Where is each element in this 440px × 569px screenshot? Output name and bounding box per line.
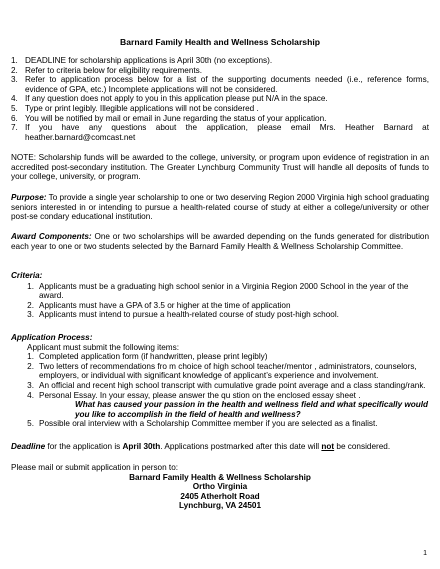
essay-question-text: What has caused your passion in the health and wellness field and what specifically would you like to accomplish in the field of health and wellness? — [75, 400, 429, 419]
award-label: Award Components: — [11, 232, 92, 241]
essay-question-indent — [11, 400, 39, 419]
purpose-label: Purpose: — [11, 193, 47, 202]
list-item-text: An official and recent high school transcript with cumulative grade point average and a class standing/rank. — [39, 380, 426, 390]
list-item — [11, 352, 429, 362]
list-item — [11, 419, 429, 429]
list-item-text: Refer to application process below for a list of the supporting documents needed (i.e., reference forms, evidence of GPA, etc.) Incomplete applications will not be considered. — [25, 75, 429, 94]
list-item-number: 4. — [11, 94, 18, 104]
list-item — [11, 123, 429, 142]
process-section — [11, 333, 429, 429]
list-item-text: Refer to criteria below for eligibility requirements. — [25, 65, 203, 75]
deadline-post: be considered. — [334, 442, 391, 451]
list-item-number: 5. — [11, 103, 18, 113]
list-item-text: Applicants must intend to pursue a health-related course of study post-high school. — [39, 310, 339, 320]
list-item-text: Type or print legibly. Illegible applications will not be considered . — [25, 103, 259, 113]
list-item — [11, 56, 429, 66]
list-item — [11, 391, 429, 401]
list-item-number: 7. — [11, 123, 18, 133]
list-item — [11, 66, 429, 76]
criteria-label: Criteria: — [11, 271, 43, 280]
mail-line: Lynchburg, VA 24501 — [178, 501, 262, 511]
mail-line: Barnard Family Health & Wellness Scholarship — [129, 472, 311, 482]
list-item-text: Possible oral interview with a Scholarship Committee member if you are selected as a finalist. — [39, 419, 378, 429]
instructions-list — [11, 56, 429, 142]
deadline-label: Deadline — [11, 442, 46, 451]
criteria-section — [11, 271, 429, 320]
mail-section — [11, 463, 429, 511]
list-item-text: If you have any questions about the application, please email Mrs. Heather Barnard at heather.barnard@comcast.net — [25, 123, 429, 142]
process-intro: Applicant must submit the following items: — [27, 342, 179, 352]
list-item-text: If any question does not apply to you in this application please put N/A in the space. — [25, 94, 328, 104]
list-item-text: Personal Essay. In your essay, please answer the qu stion on the enclosed essay sheet . — [39, 390, 361, 400]
essay-question — [11, 400, 429, 419]
page-number: 1 — [423, 550, 427, 557]
list-item-number: 3. — [27, 310, 34, 320]
list-item-number: 6. — [11, 113, 18, 123]
list-item — [11, 94, 429, 104]
list-item-number: 1. — [27, 352, 34, 362]
mail-intro: Please mail or submit application in person to: — [11, 463, 179, 472]
document-title: Barnard Family Health and Wellness Scholarship — [120, 37, 320, 47]
note-paragraph: NOTE: Scholarship funds will be awarded to the college, university, or program upon evidence of registration in an accredited post-secondary institution. The Greater Lynchburg Community Trust will handle all deposits of funds to your college, university, or program. — [11, 153, 429, 182]
list-item-number: 2. — [27, 300, 34, 310]
list-item-text: Applicants must be a graduating high school senior in a Virginia Region 2000 School in the year of the award. — [39, 281, 409, 301]
list-item — [11, 362, 429, 381]
purpose-paragraph — [11, 193, 429, 222]
mail-line: 2405 Atherholt Road — [180, 491, 260, 501]
deadline-paragraph — [11, 442, 429, 452]
list-item-number: 2. — [11, 65, 18, 75]
deadline-pre: for the application is — [45, 442, 123, 451]
list-item — [11, 282, 429, 301]
list-item — [11, 75, 429, 94]
process-label: Application Process: — [11, 333, 93, 342]
list-item-number: 1. — [11, 56, 18, 65]
mail-line: Ortho Virginia — [192, 482, 248, 492]
list-item — [11, 301, 429, 311]
list-item-text: Completed application form (if handwritten, please print legibly) — [39, 352, 268, 362]
list-item — [11, 114, 429, 124]
list-item-text: Two letters of recommendations fro m choice of high school teacher/mentor , administrators, counselors, employers, or individual with significant knowledge of applicant’s experience and involvement. — [39, 361, 417, 381]
list-item-text: Applicants must have a GPA of 3.5 or higher at the time of application — [39, 300, 291, 310]
list-item-text: DEADLINE for scholarship applications is April 30th (no exceptions). — [25, 56, 273, 65]
list-item-number: 4. — [27, 390, 34, 400]
list-item-number: 3. — [27, 380, 34, 390]
list-item-number: 2. — [27, 361, 34, 371]
deadline-not: not — [321, 442, 335, 451]
list-item — [11, 310, 429, 320]
deadline-date: April 30th — [122, 442, 161, 451]
award-text: One or two scholarships will be awarded depending on the funds generated for distribution each year to one or two students selected by the Barnard Family Health & Wellness Scholarship Committee. — [11, 232, 429, 251]
award-paragraph — [11, 232, 429, 251]
list-item-number: 1. — [27, 281, 34, 291]
deadline-mid: . Applications postmarked after this date will — [160, 442, 322, 451]
list-item — [11, 381, 429, 391]
list-item-number: 5. — [27, 419, 34, 429]
list-item-number: 3. — [11, 75, 18, 85]
list-item — [11, 104, 429, 114]
purpose-text: To provide a single year scholarship to one or two deserving Region 2000 Virginia high school graduating seniors interested in or intending to pursue a health-related course of study at either a college/university or other post-se condary educational institution. — [11, 193, 429, 222]
list-item-text: You will be notified by mail or email in June regarding the status of your application. — [25, 113, 327, 123]
